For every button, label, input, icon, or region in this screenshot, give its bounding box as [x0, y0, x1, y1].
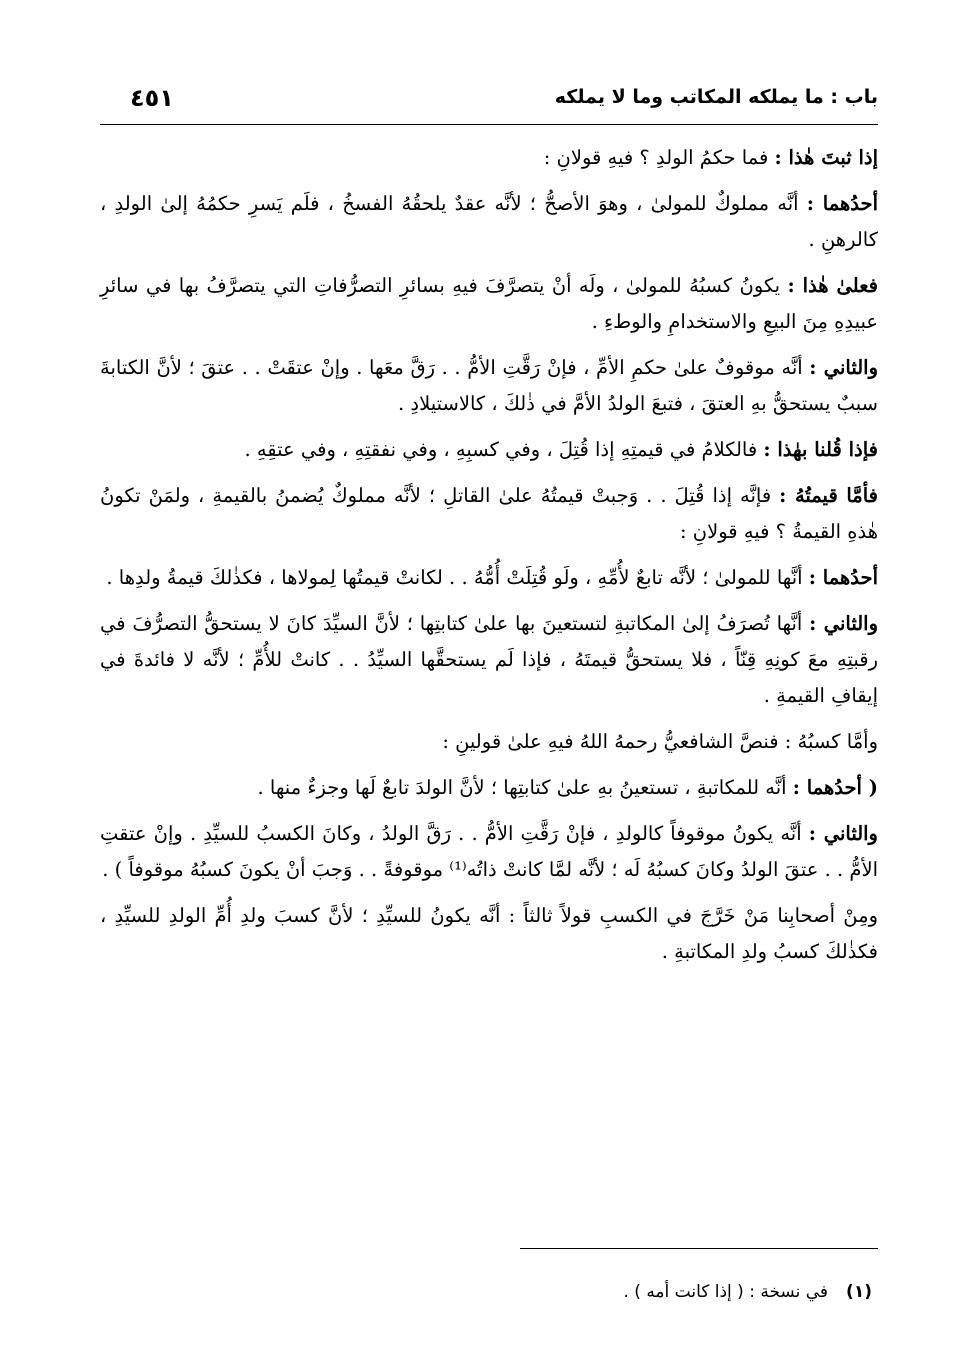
paragraph-text: أنَّها للمولىٰ ؛ لأنَّه تابعٌ لأُمِّهِ ، ولَو قُتِلَتْ أُمُّهُ . . لكانتْ قيمتُها لِمولاها ، فكذٰلكَ قيمةُ ولدِها . [106, 566, 809, 589]
paragraph-text: أنَّها تُصرَفُ إلىٰ المكاتبةِ لتستعينَ بها علىٰ كتابتِها ؛ لأنَّ السيِّدَ كانَ لا يستحقُّ التصرُّفَ في رقبتِهِ معَ كونِهِ قِنّاً ، فلا يستحقُّ قيمتَهُ ، فإذا لَم يستحقَّها السيِّدُ . . كانتْ للأُمِّ ؛ لأنَّه لا فائدةَ في إيقافِ القيمةِ . [100, 612, 878, 707]
paragraph-text: يكونُ كسبُهُ للمولىٰ ، ولَه أنْ يتصرَّفَ فيهِ بسائرِ التصرُّفاتِ التي يتصرَّفُ بها في سائرِ عبيدِهِ مِنَ البيعِ والاستخدامِ والوطءِ . [100, 274, 878, 333]
footnote-rule [520, 1248, 878, 1249]
paragraph-lead: والثاني : [808, 822, 878, 845]
paragraph-lead: ( أحدُهما : [792, 776, 878, 799]
paragraph-text: ومِنْ أصحابِنا مَنْ خَرَّجَ في الكسبِ قولاً ثالثاً : أنَّه يكونُ للسيِّدِ ؛ لأنَّ كسبَ ولدِ أُمِّ الولدِ للسيِّدِ ، فكذٰلكَ كسبُ ولدِ المكاتبةِ . [100, 904, 878, 963]
paragraph-text: فما حكمُ الولدِ ؟ فيهِ قولانِ : [543, 146, 775, 169]
paragraph-lead: أحدُهما : [806, 192, 878, 215]
paragraph [100, 350, 878, 422]
header-rule [100, 124, 878, 125]
paragraph-lead: والثاني : [809, 356, 878, 379]
paragraph [100, 898, 878, 970]
paragraph-lead: إذا ثبتَ هٰذا : [774, 146, 878, 169]
paragraph-text: أنَّه للمكاتبةِ ، تستعينُ بهِ علىٰ كتابتِها ؛ لأنَّ الولدَ تابعٌ لَها وجزءٌ منها . [257, 776, 793, 799]
body-text [100, 140, 878, 980]
footnote [100, 1282, 872, 1302]
footnote-text: في نسخة : ( إذا كانت أمه ) . [623, 1282, 829, 1302]
page-number: ٤٥١ [130, 84, 174, 112]
paragraph-lead: أحدُهما : [808, 566, 878, 589]
paragraph [100, 186, 878, 258]
paragraph [100, 724, 878, 760]
paragraph [100, 816, 878, 888]
paragraph-lead: فأمَّا قيمتُهُ : [779, 484, 878, 507]
paragraph-text: أنَّه يكونُ موقوفاً كالولدِ ، فإنْ رَقَّتِ الأمُّ . . رَقَّ الولدُ ، وكانَ الكسبُ للسيِّدِ . وإنْ عتقتِ الأمُّ . . عتقَ الولدُ وكانَ كسبُهُ لَه ؛ لأنَّه لمَّا كانتْ ذاتُه⁽¹⁾ موقوفةً . . وَجبَ أنْ يكونَ كسبُهُ موقوفاً ) . [100, 822, 878, 881]
paragraph [100, 770, 878, 806]
footnote-mark: (١) [846, 1282, 872, 1302]
paragraph-lead: فإذا قُلنا بهٰذا : [763, 438, 878, 461]
running-title: باب : ما يملكه المكاتب وما لا يملكه [554, 86, 878, 108]
paragraph-text: وأمَّا كسبُهُ : فنصَّ الشافعيُّ رحمهُ اللهُ فيهِ علىٰ قولينِ : [442, 730, 878, 753]
paragraph-text: فالكلامُ في قيمتِهِ إذا قُتِلَ ، وفي كسبِهِ ، وفي نفقتِهِ ، وفي عتقِهِ . [244, 438, 764, 461]
paragraph-lead: والثاني : [809, 612, 878, 635]
paragraph [100, 432, 878, 468]
paragraph-text: فإنَّه إذا قُتِلَ . . وَجبتْ قيمتُهُ علىٰ القاتلِ ؛ لأنَّه مملوكٌ يُضمنُ بالقيمةِ ، ولمَنْ تكونُ هٰذهِ القيمةُ ؟ فيهِ قولانِ : [100, 484, 878, 543]
page-header [100, 80, 878, 124]
paragraph-lead: فعلىٰ هٰذا : [787, 274, 878, 297]
paragraph [100, 606, 878, 714]
paragraph [100, 268, 878, 340]
paragraph [100, 478, 878, 550]
paragraph-text: أنَّه مملوكٌ للمولىٰ ، وهوَ الأصحُّ ؛ لأنَّه عقدٌ يلحقُهُ الفسخُ ، فلَم يَسرِ حكمُهُ إلىٰ الولدِ ، كالرهنِ . [100, 192, 878, 251]
paragraph [100, 560, 878, 596]
paragraph-text: أنَّه موقوفٌ علىٰ حكمِ الأمِّ ، فإنْ رَقَّتِ الأمُّ . . رَقَّ معَها . وإنْ عتقَتْ . . عتقَ ؛ لأنَّ الكتابةَ سببٌ يستحقُّ بهِ العتقَ ، فتبعَ الولدُ الأمَّ في ذٰلكَ ، كالاستيلادِ . [100, 356, 878, 415]
paragraph [100, 140, 878, 176]
